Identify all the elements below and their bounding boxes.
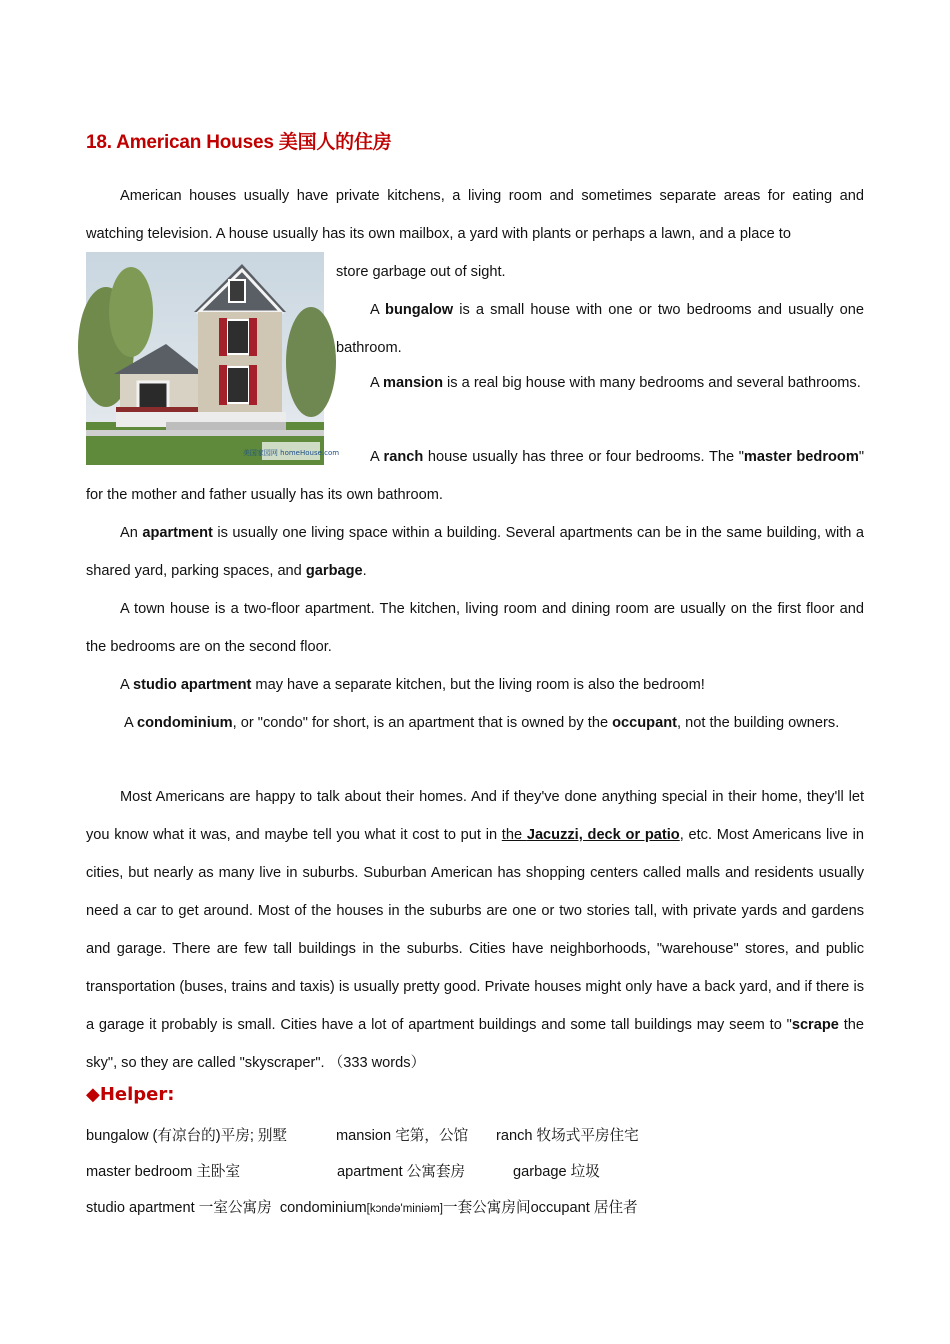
- paragraph-apartment: An apartment is usually one living space within a building. Several apartments can be in the same building, with a shared yard, parking spaces, and garbage.: [86, 525, 864, 579]
- paragraph-condo: A condominium, or "condo" for short, is an apartment that is owned by the occupant, not the building owners.: [124, 715, 840, 731]
- term-apartment: apartment: [142, 525, 213, 541]
- term-bungalow: bungalow: [385, 302, 454, 318]
- glossary-bungalow: bungalow (有凉台的)平房; 别墅: [86, 1128, 288, 1144]
- glossary-studio: studio apartment 一室公寓房: [86, 1200, 272, 1216]
- glossary-ranch: ranch 牧场式平房住宅: [496, 1128, 639, 1144]
- term-occupant: occupant: [612, 715, 677, 731]
- glossary-condo-meaning: 一套公寓房间: [442, 1200, 531, 1216]
- paragraph-homes: Most Americans are happy to talk about their homes. And if they've done anything special in their home, they'll let you know what it was, and maybe tell you what it cost to put in the Jacuzzi, deck or patio, etc. Most Americans live in cities, but nearly as many live in suburbs. Suburban American has shopping centers called malls and residents usually need a car to get around. Most of the houses in the suburbs are one or two stories tall, with private yards and gardens and garage. There are few tall buildings in the suburbs. Cities have neighborhoods, "warehouse" stores, and public transportation (buses, trains and taxis) is usually pretty good. Private houses might only have a back yard, and if there is a garage it probably is small. Cities have a lot of apartment buildings and some tall buildings may seem to "scrape the sky", so they are called "skyscraper". （333 words）: [86, 789, 864, 1071]
- paragraph-studio: A studio apartment may have a separate kitchen, but the living room is also the bedroom!: [120, 677, 705, 693]
- paragraph-ranch: A ranch house usually has three or four bedrooms. The "master bedroom" for the mother and father usually has its own bathroom.: [86, 449, 864, 503]
- term-master-bedroom: master bedroom: [743, 449, 859, 465]
- paragraph-bungalow: A bungalow is a small house with one or two bedrooms and usually one bathroom.: [336, 302, 864, 356]
- glossary-row-2: [86, 1160, 600, 1181]
- glossary-row-1: [86, 1124, 639, 1145]
- glossary-phonetic: [kɔndə'miniəm]: [366, 1203, 443, 1215]
- term-studio-apartment: studio apartment: [132, 677, 252, 693]
- house-image: [86, 252, 340, 465]
- helper-heading: ◆Helper:: [86, 1084, 175, 1105]
- term-ranch: ranch: [383, 449, 424, 465]
- paragraph-intro-part-a: American houses usually have private kitchens, a living room and sometimes separate areas for eating and watching television. A house usually has its own mailbox, a yard with plants or perhaps a lawn, and a place to: [86, 188, 864, 242]
- photo-watermark: 美国家园网 homeHouse.com: [242, 449, 340, 457]
- glossary-row-3: [86, 1196, 638, 1217]
- paragraph-mansion: A mansion is a real big house with many bedrooms and several bathrooms.: [370, 375, 861, 391]
- term-garbage: garbage: [305, 563, 363, 579]
- article-title: 18. American Houses 美国人的住房: [86, 132, 392, 153]
- glossary-mansion: mansion 宅第，公馆: [336, 1128, 469, 1144]
- jacuzzi-link[interactable]: the Jacuzzi, deck or patio: [501, 827, 680, 843]
- paragraph-1: [86, 177, 864, 253]
- paragraph-town-house: A town house is a two-floor apartment. The kitchen, living room and dining room are usually on the first floor and the bedrooms are on the second floor.: [86, 601, 864, 655]
- term-scrape: scrape: [791, 1017, 839, 1033]
- paragraph-intro-part-b: store garbage out of sight.: [336, 264, 506, 280]
- paragraph-1-wrap: [336, 253, 864, 291]
- glossary-master-bedroom: master bedroom 主卧室: [86, 1164, 241, 1180]
- glossary-apartment: apartment 公寓套房: [337, 1164, 466, 1180]
- house-photo: [86, 252, 340, 465]
- glossary-condominium: condominium: [279, 1200, 367, 1216]
- term-mansion: mansion: [382, 375, 443, 391]
- term-condominium: condominium: [136, 715, 233, 731]
- glossary-garbage: garbage 垃圾: [513, 1164, 600, 1180]
- glossary-occupant: occupant 居住者: [530, 1200, 638, 1216]
